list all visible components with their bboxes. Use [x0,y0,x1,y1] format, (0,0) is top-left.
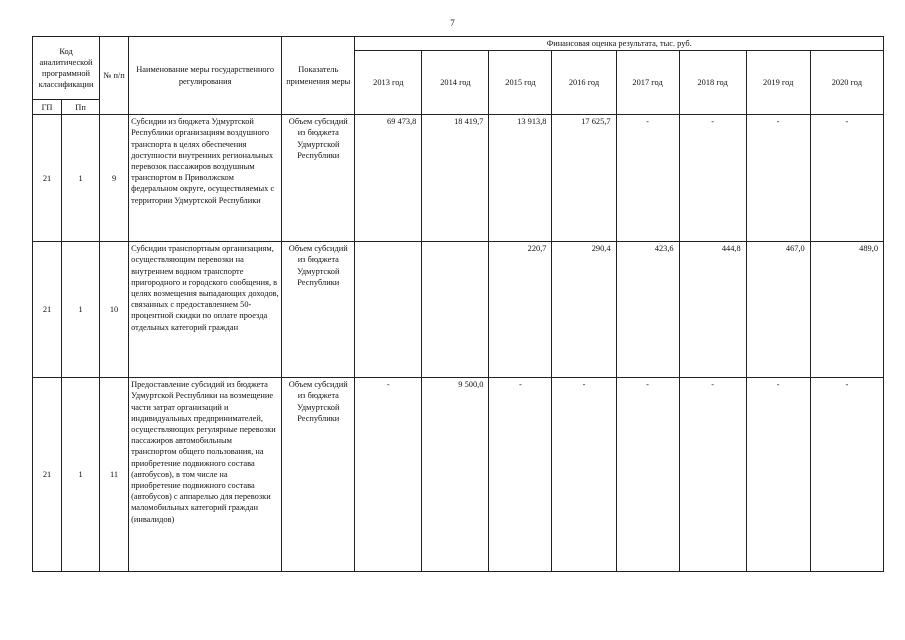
value-cell: - [616,115,679,242]
measure-name-cell: Субсидии из бюджета Удмуртской Республики организациям воздушного транспорта в целях обеспечения доступности внутренних региональных перевозок пассажиров воздушным транспортом в Приволжском федеральном округе, осуществляемых с территории Удмуртской Республики [129,115,282,242]
table-row [33,242,884,378]
year-header: 2020 год [810,51,883,115]
value-cell: - [746,115,810,242]
pp-cell: 1 [62,378,100,572]
table-row [33,378,884,572]
pp-cell: 1 [62,115,100,242]
value-cell: - [489,378,552,572]
gp-cell: 21 [33,115,62,242]
value-cell [355,242,422,378]
page-number: 7 [450,18,455,28]
gp-header: ГП [33,100,62,115]
year-header: 2016 год [552,51,616,115]
num-cell: 11 [100,378,129,572]
gp-cell: 21 [33,378,62,572]
value-cell: - [679,115,746,242]
value-cell: - [552,378,616,572]
value-cell: - [810,378,883,572]
year-header: 2013 год [355,51,422,115]
value-cell: 290,4 [552,242,616,378]
value-cell: - [616,378,679,572]
year-header: 2017 год [616,51,679,115]
finance-header: Финансовая оценка результата, тыс. руб. [355,37,884,51]
value-cell: - [810,115,883,242]
indicator-cell: Объем субсидий из бюджета Удмуртской Республики [282,378,355,572]
indicator-header: Показатель применения меры [282,37,355,115]
name-header: Наименование меры государственного регулирования [129,37,282,115]
indicator-cell: Объем субсидий из бюджета Удмуртской Республики [282,242,355,378]
value-cell [422,242,489,378]
value-cell: 9 500,0 [422,378,489,572]
pp-header: Пп [62,100,100,115]
year-header: 2015 год [489,51,552,115]
value-cell: 13 913,8 [489,115,552,242]
num-cell: 10 [100,242,129,378]
value-cell: 18 419,7 [422,115,489,242]
value-cell: 69 473,8 [355,115,422,242]
value-cell: 220,7 [489,242,552,378]
pp-cell: 1 [62,242,100,378]
indicator-cell: Объем субсидий из бюджета Удмуртской Республики [282,115,355,242]
value-cell: - [679,378,746,572]
year-header: 2018 год [679,51,746,115]
value-cell: - [746,378,810,572]
regulation-table [32,36,884,572]
num-header: № п/п [100,37,129,115]
num-cell: 9 [100,115,129,242]
measure-name-cell: Предоставление субсидий из бюджета Удмуртской Республики на возмещение части затрат организаций и индивидуальных предпринимателей, осуществляющих регулярные перевозки пассажиров автомобильным транспортом общего пользования, на приобретение подвижного состава (автобусов), в том числе на приобретение подвижного состава (автобусов) с аппарелью для перевозки маломобильных категорий граждан (инвалидов) [129,378,282,572]
table-row [33,115,884,242]
year-header: 2014 год [422,51,489,115]
value-cell: 444,8 [679,242,746,378]
value-cell: 489,0 [810,242,883,378]
value-cell: 467,0 [746,242,810,378]
measure-name-cell: Субсидии транспортным организациям, осуществляющим перевозки на внутреннем водном транспорте пригородного и городского сообщения, в целях возмещения выпадающих доходов, связанных с предоставлением 50-процентной скидки по оплате проезда отдельных категорий граждан [129,242,282,378]
value-cell: 17 625,7 [552,115,616,242]
code-group-header: Код аналитической программной классификации [33,37,100,100]
value-cell: 423,6 [616,242,679,378]
gp-cell: 21 [33,242,62,378]
value-cell: - [355,378,422,572]
year-header: 2019 год [746,51,810,115]
